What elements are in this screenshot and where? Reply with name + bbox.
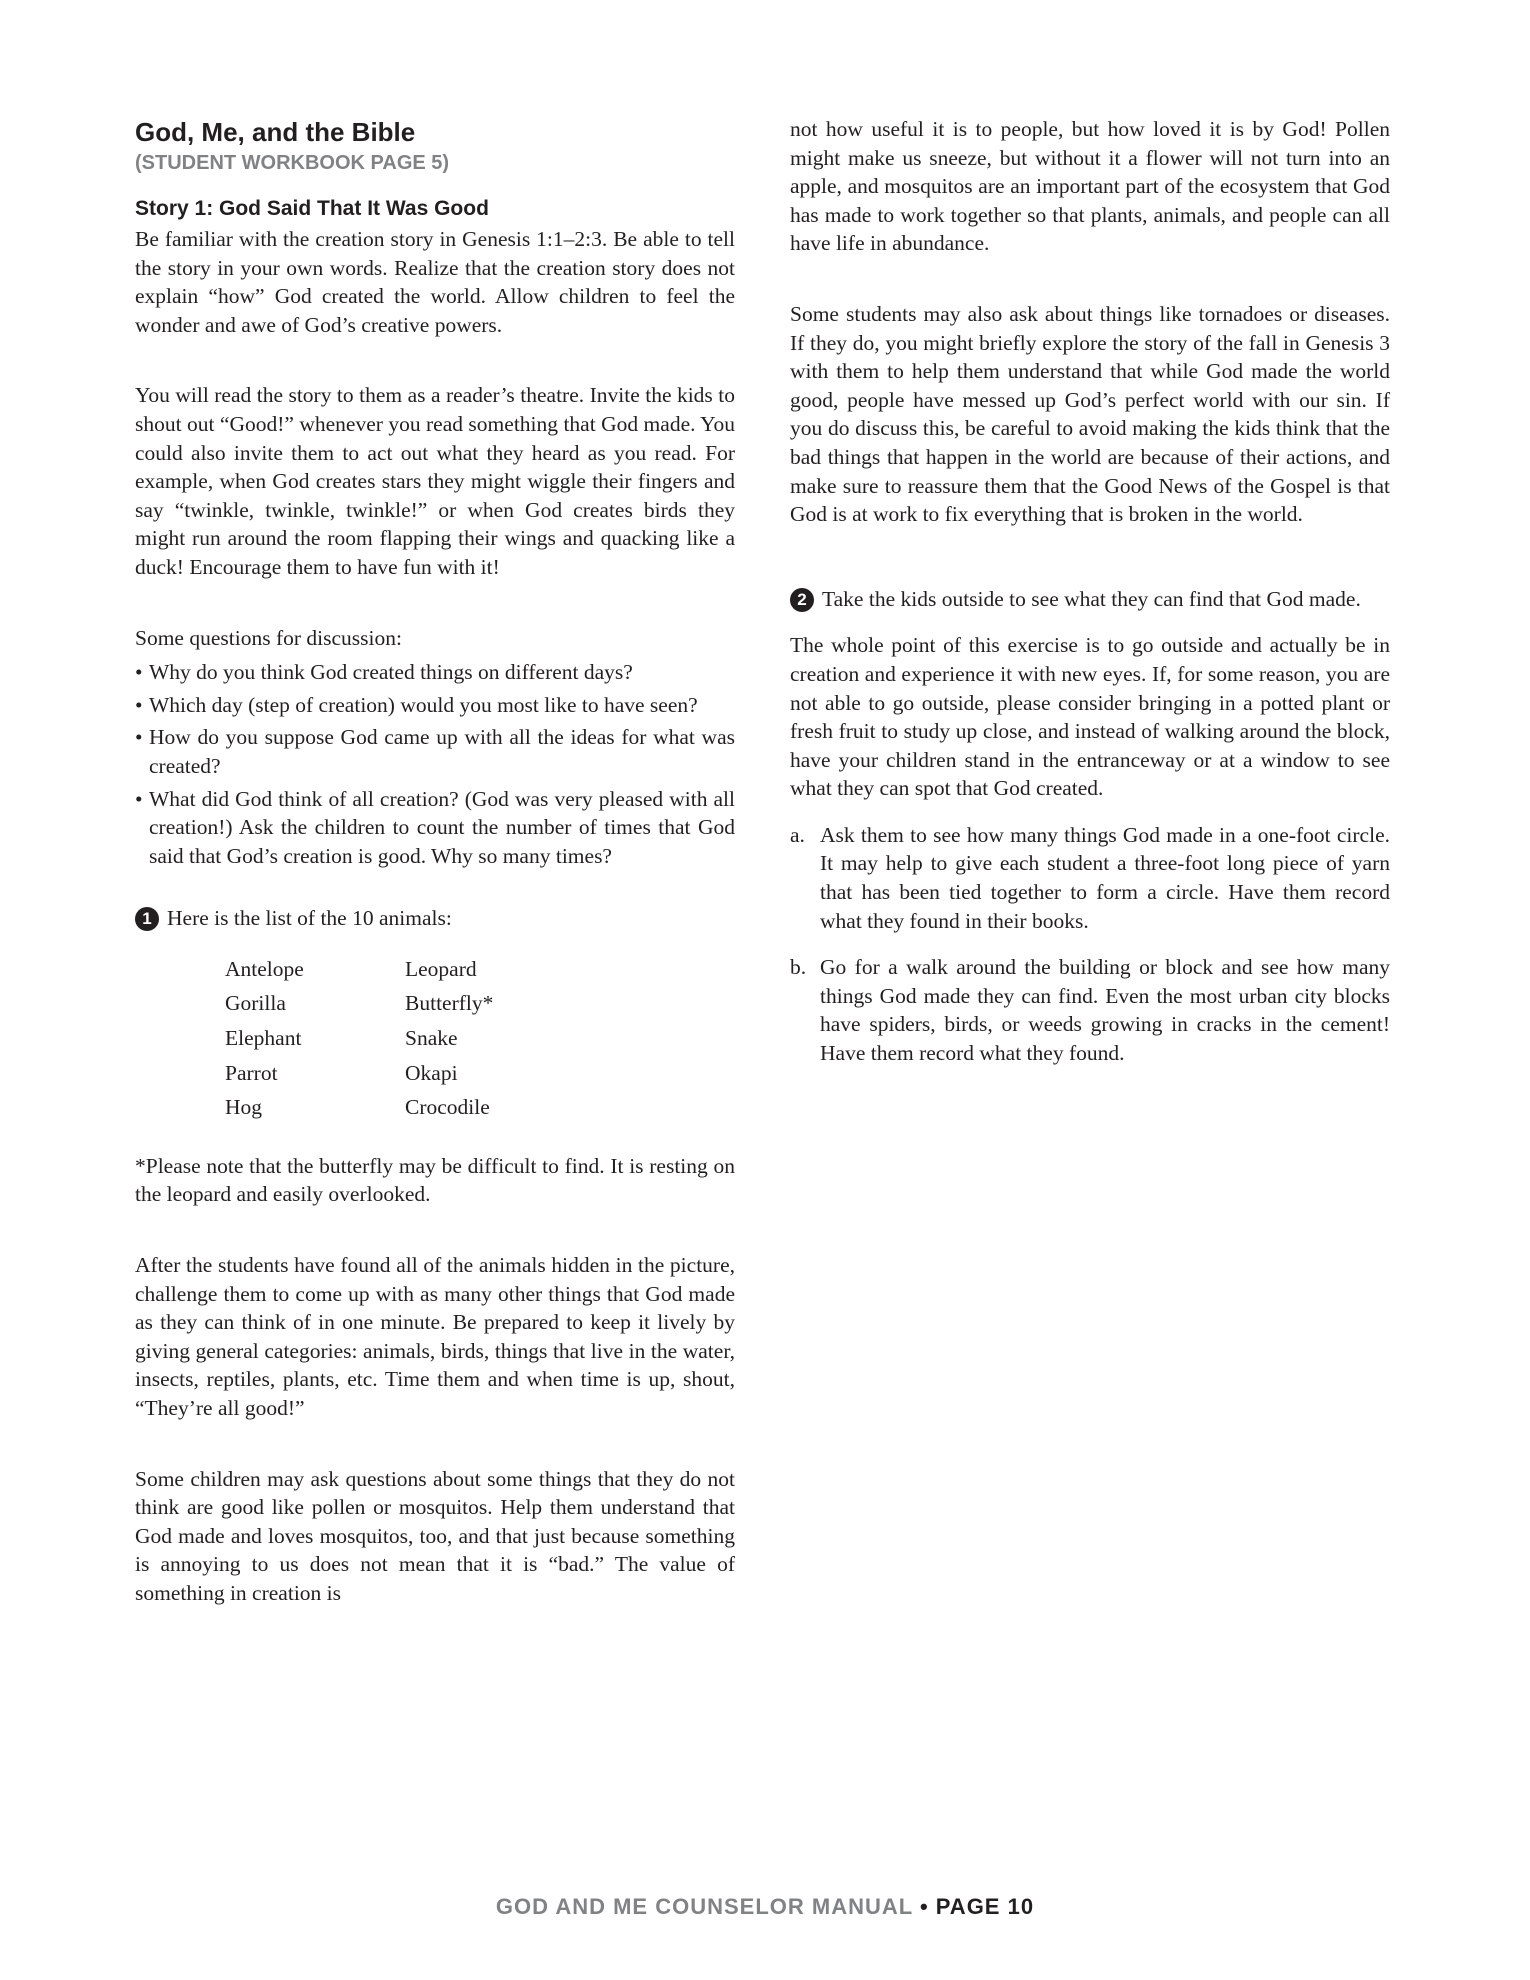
animal-item: Antelope bbox=[225, 956, 304, 981]
value-paragraph: not how useful it is to people, but how loved it is by God! Pollen might make us sneeze, but without it a flower will not turn into an apple, and mosquitos are an important part of the ecosystem that God has made to work together so that plants, animals, and people can all have life in abundance. bbox=[790, 117, 1390, 256]
question-item: • How do you suppose God came up with all the ideas for what was created? bbox=[135, 723, 735, 780]
discussion-questions bbox=[135, 658, 735, 870]
question-item: • Which day (step of creation) would you most like to have seen? bbox=[135, 691, 735, 720]
step-two bbox=[790, 585, 1390, 614]
animal-item: Butterfly* bbox=[405, 991, 494, 1016]
animal-list bbox=[225, 955, 735, 1122]
intro-paragraph: Be familiar with the creation story in Genesis 1:1–2:3. Be able to tell the story in your own words. Realize that the creation story does not explain “how” God created the world. Allow children to feel the wonder and awe of God’s creative powers. bbox=[135, 227, 735, 337]
item-a-text: Ask them to see how many things God made in a one-foot circle. It may help to give each student a three-foot long piece of yarn that has been tied together to form a circle. Have them record what they found in their books. bbox=[820, 822, 1390, 933]
questions-intro: Some questions for discussion: bbox=[135, 625, 402, 650]
page-title: God, Me, and the Bible bbox=[135, 117, 416, 147]
animal-item: Elephant bbox=[225, 1026, 302, 1051]
left-column bbox=[135, 115, 735, 1608]
tornadoes-paragraph: Some students may also ask about things like tornadoes or diseases. If they do, you might briefly explore the story of the fall in Genesis 3 with them to help them understand that while God made the world good, people have messed up God’s perfect world with our sin. If you do discuss this, be careful to avoid making the kids think that the bad things that happen in the world are because of their actions, and make sure to reassure them that the Good News of the Gospel is that God is at work to fix everything that is broken in the world. bbox=[790, 301, 1390, 527]
animal-item: Parrot bbox=[225, 1060, 278, 1085]
step-one-number-icon: 1 bbox=[135, 907, 159, 931]
step-one-text: Here is the list of the 10 animals: bbox=[167, 906, 452, 931]
page-footer bbox=[0, 1894, 1530, 1920]
footer-separator: • bbox=[919, 1894, 929, 1919]
item-b-text: Go for a walk around the building or block and see how many things God made they can find. Even the most urban city blocks have spiders, birds, or weeds growing in cracks in the cement! Have them record what they found. bbox=[820, 955, 1390, 1066]
manual-title: GOD AND ME COUNSELOR MANUAL bbox=[495, 1894, 913, 1919]
step-two-number-icon: 2 bbox=[790, 588, 814, 612]
step-one bbox=[135, 904, 735, 933]
item-b bbox=[790, 953, 1390, 1067]
step-two-text: Take the kids outside to see what they can find that God made. bbox=[822, 586, 1361, 611]
right-column bbox=[790, 115, 1390, 1068]
item-a bbox=[790, 821, 1390, 935]
outside-exercise-paragraph: The whole point of this exercise is to go outside and actually be in creation and experience it with new eyes. If, for some reason, you are not able to go outside, please consider bringing in a potted plant or fresh fruit to study up close, and instead of walking around the block, have your children stand in the entranceway or at a window to see what they can spot that God created. bbox=[790, 633, 1390, 801]
item-b-label: b. bbox=[790, 955, 807, 980]
challenge-paragraph: After the students have found all of the animals hidden in the picture, challenge them to come up with as many other things that God made as they can think of in one minute. Be prepared to keep it lively by giving general categories: animals, birds, things that live in the water, insects, reptiles, plants, etc. Time them and when time is up, shout, “They’re all good!” bbox=[135, 1253, 735, 1420]
pollen-paragraph: Some children may ask questions about some things that they do not think are good like pollen or mosquitos. Help them understand that God made and loves mosquitos, too, and that just because something is annoying to us does not mean that it is “bad.” The value of something in creation is bbox=[135, 1466, 735, 1605]
story-heading: Story 1: God Said That It Was Good bbox=[135, 197, 489, 220]
question-item: • Why do you think God created things on different days? bbox=[135, 658, 735, 687]
animal-item: Leopard bbox=[405, 956, 477, 981]
question-item: • What did God think of all creation? (God was very pleased with all creation!) Ask the children to count the number of times that God said that God’s creation is good. Why so many times? bbox=[135, 785, 735, 871]
animal-item: Gorilla bbox=[225, 991, 286, 1016]
item-a-label: a. bbox=[790, 822, 805, 847]
animal-item: Snake bbox=[405, 1026, 458, 1051]
animal-item: Hog bbox=[225, 1095, 263, 1120]
animal-item: Crocodile bbox=[405, 1095, 490, 1120]
readers-theatre-paragraph: You will read the story to them as a reader’s theatre. Invite the kids to shout out “Good!” whenever you read something that God made. You could also invite them to act out what they heard as you read. For example, when God creates stars they might wiggle their fingers and say “twinkle, twinkle, twinkle!” or when God creates birds they might run around the room flapping their wings and quacking like a duck! Encourage them to have fun with it! bbox=[135, 383, 735, 579]
animal-item: Okapi bbox=[405, 1060, 458, 1085]
page-number: PAGE 10 bbox=[935, 1894, 1035, 1919]
butterfly-note: *Please note that the butterfly may be difficult to find. It is resting on the leopard and easily overlooked. bbox=[135, 1153, 735, 1207]
workbook-reference: (STUDENT WORKBOOK PAGE 5) bbox=[135, 152, 450, 174]
